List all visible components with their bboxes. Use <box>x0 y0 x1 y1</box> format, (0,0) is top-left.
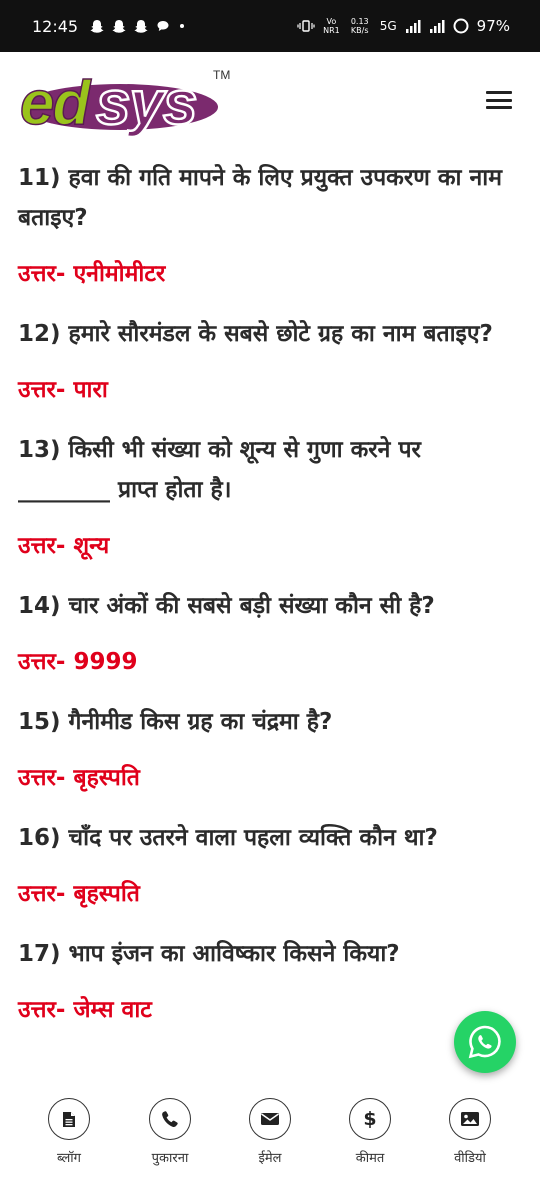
svg-text:sys: sys <box>96 69 197 138</box>
svg-text:TM: TM <box>213 68 231 82</box>
whatsapp-icon <box>466 1023 504 1061</box>
nav-label: पुकारना <box>151 1151 189 1166</box>
qa-item <box>18 702 518 798</box>
message-bubble-icon <box>156 19 170 33</box>
nav-item-email[interactable] <box>225 1098 315 1166</box>
nav-item-price[interactable] <box>325 1098 415 1166</box>
qa-item <box>18 158 518 294</box>
phone-icon <box>149 1098 191 1140</box>
snapchat-notification-icon <box>134 19 148 33</box>
nav-item-video[interactable] <box>425 1098 515 1166</box>
status-bar <box>0 0 540 52</box>
volte-icon: Vo NR1 <box>323 17 340 35</box>
edsys-logo[interactable] <box>16 64 231 138</box>
question-text: 13) किसी भी संख्या को शून्य से गुणा करने पर ________ प्राप्त होता है। <box>18 437 421 503</box>
dot-indicator-icon <box>178 22 186 30</box>
document-icon <box>48 1098 90 1140</box>
answer-text: उत्तर- एनीमोमीटर <box>18 261 166 287</box>
status-bar-right <box>297 17 510 35</box>
answer-text: उत्तर- बृहस्पति <box>18 765 140 791</box>
signal-strength-icon <box>429 19 445 33</box>
svg-text:ed: ed <box>20 69 89 138</box>
qa-item <box>18 430 518 566</box>
battery-icon <box>453 18 469 34</box>
whatsapp-chat-button[interactable] <box>454 1011 516 1073</box>
answer-text: उत्तर- शून्य <box>18 533 110 559</box>
question-text: 12) हमारे सौरमंडल के सबसे छोटे ग्रह का नाम बताइए? <box>18 321 493 347</box>
question-text: 16) चाँद पर उतरने वाला पहला व्यक्ति कौन था? <box>18 825 438 851</box>
question-text: 11) हवा की गति मापने के लिए प्रयुक्त उपकरण का नाम बताइए? <box>18 165 502 231</box>
answer-text: उत्तर- पारा <box>18 377 108 403</box>
signal-strength-icon <box>405 19 421 33</box>
status-bar-left <box>32 17 186 36</box>
status-time: 12:45 <box>32 16 79 36</box>
dollar-icon: $ <box>349 1098 391 1140</box>
network-speed: 0.13 KB/s <box>350 17 369 35</box>
answer-text: उत्तर- 9999 <box>18 649 138 675</box>
envelope-icon <box>249 1098 291 1140</box>
battery-level: 97% <box>476 17 510 35</box>
site-header <box>0 52 540 152</box>
answer-text: उत्तर- बृहस्पति <box>18 881 140 907</box>
nav-item-call[interactable] <box>125 1098 215 1166</box>
edsys-logo-graphic <box>16 64 231 138</box>
question-text: 15) गैनीमीड किस ग्रह का चंद्रमा है? <box>18 709 333 735</box>
vibrate-icon <box>297 20 315 32</box>
answer-text: उत्तर- जेम्स वाट <box>18 997 152 1023</box>
nav-label: वीडियो <box>454 1151 486 1166</box>
qa-item <box>18 818 518 914</box>
question-text: 14) चार अंकों की सबसे बड़ी संख्या कौन सी है? <box>18 593 435 619</box>
qa-item <box>18 314 518 410</box>
bottom-navigation <box>0 1090 540 1196</box>
nav-label: ईमेल <box>258 1151 282 1166</box>
network-type: 5G <box>379 19 397 33</box>
qa-item <box>18 586 518 682</box>
nav-label: कीमत <box>355 1151 385 1166</box>
hamburger-menu-icon[interactable] <box>486 88 512 112</box>
nav-item-blog[interactable] <box>24 1098 114 1166</box>
qa-content <box>18 158 518 1050</box>
snapchat-notification-icon <box>112 19 126 33</box>
question-text: 17) भाप इंजन का आविष्कार किसने किया? <box>18 941 400 967</box>
image-icon <box>449 1098 491 1140</box>
snapchat-notification-icon <box>90 19 104 33</box>
qa-item <box>18 934 518 1030</box>
nav-label: ब्लॉग <box>56 1151 81 1166</box>
